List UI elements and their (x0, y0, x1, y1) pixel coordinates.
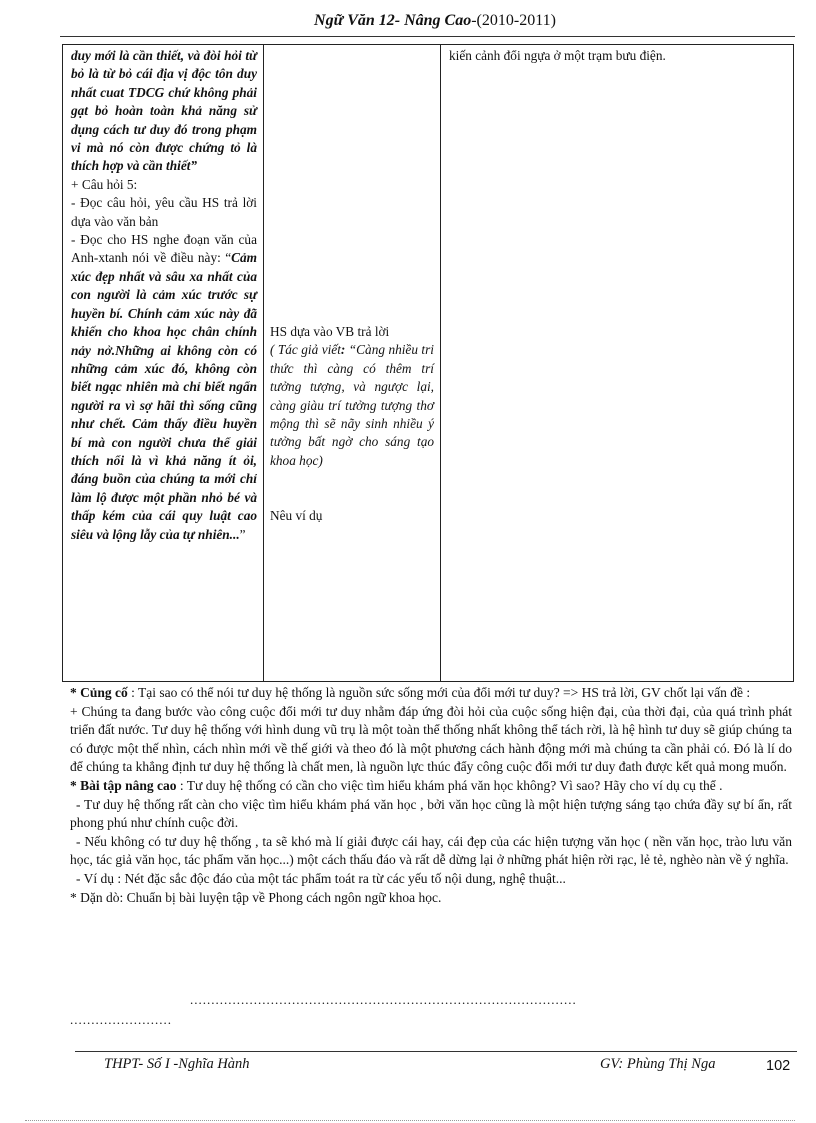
table-row (63, 45, 794, 682)
quote-part-1: Cảm xúc đẹp nhất và sâu xa nhất của con người là cảm xúc trước sự huyền bí. Chính cảm xúc này đã khiến cho khoa học chân chính nảy nở.Những ai không còn có những cảm xúc đó, không còn biết ngạc nhiên mà chỉ biết ngẩn người ra vì sợ hãi thì sống cũng như chết (71, 250, 257, 432)
question-5: + Câu hỏi 5: (71, 176, 138, 192)
conclusion-paragraph: + Chúng ta đang bước vào công cuộc đổi mới tư duy nhằm đáp ứng đòi hỏi của cuộc sống hiện đại, của thời đại, của quá trình phát triển đất nước. Tư duy hệ thống với hình dung vũ trụ là một toàn thể thống nhất không thể tách rời, là hệ hình tư duy sẽ giúp chúng ta có được một thế nhìn, cách nhìn mới về thế giới và theo đó là một phương cách hành động mới mà chúng ta cần phải có. Đó là lí do để chúng ta khẳng định tư duy hệ thống là chất men, là nguồn lực thúc đẩy công cuộc đổi mới tư duy đath được kết quả mong muốn. (70, 703, 792, 775)
content-cell (441, 45, 794, 682)
lesson-summary (70, 684, 792, 907)
lesson-table (62, 44, 794, 682)
footer-teacher: GV: Phùng Thị Nga (600, 1056, 716, 1072)
header-year: -(2010-2011) (471, 12, 556, 29)
exercise-point-3: - Ví dụ : Nét đặc sắc độc đáo của một tác phẩm toát ra từ các yếu tố nội dung, nghệ thuật... (76, 870, 566, 886)
header-divider (60, 36, 795, 37)
dotted-line: ........................................................................................... (190, 992, 577, 1007)
read-paragraph-instruction: - Đọc cho HS nghe đoạn văn của Anh-xtanh nói về điều này: “ (71, 232, 257, 266)
page-number: 102 (766, 1058, 791, 1074)
advanced-exercise-paragraph: * Bài tập nâng cao : Tư duy hệ thống có cần cho việc tìm hiểu khám phá văn học không? Vì sao? Hãy cho ví dụ cụ thể . (70, 777, 723, 793)
footer-divider (75, 1051, 797, 1052)
page-header (75, 12, 795, 30)
teacher-activity-cell (63, 45, 264, 682)
header-title: Ngữ Văn 12- Nâng Cao (314, 12, 472, 29)
dotted-line: ........................ (70, 1012, 172, 1027)
homework-paragraph: * Dặn dò: Chuẩn bị bài luyện tập về Phong cách ngôn ngữ khoa học. (70, 889, 442, 905)
content-text: kiến cảnh đổi ngựa ở một trạm bưu điện. (449, 48, 666, 63)
cell-spacer (270, 470, 434, 507)
quote-ending: duy mới là cần thiết, và đòi hỏi từ bỏ là từ bỏ cái địa vị độc tôn duy nhất cuat TDCG chứ không phải gạt bỏ hoàn toàn khả năng sử dụng cách tư duy đó trong phạm vi mà nó còn được chứng tỏ là thích hợp và cần thiết” (71, 48, 257, 174)
give-example: Nêu ví dụ (270, 508, 323, 524)
quote-close: ” (239, 526, 246, 542)
exercise-point-2: - Nếu không có tư duy hệ thống , ta sẽ khó mà lí giải được cái hay, cái đẹp của các hiện tượng văn học ( nền văn học, trào lưu văn học, tác giả văn học, tác phẩm văn học...) một cách thấu đáo và rất dễ dừng lại ở những phát hiện rời rạc, lẻ tẻ, nghèo nàn về ý nghĩa. (70, 833, 792, 868)
student-activity-cell (264, 45, 441, 682)
read-question-instruction: - Đọc câu hỏi, yêu cầu HS trả lời dựa vào văn bản (71, 195, 257, 229)
student-answer: HS dựa vào VB trả lời (270, 324, 390, 339)
footer-school: THPT- Số I -Nghĩa Hành (104, 1056, 250, 1072)
consolidation-paragraph: * Củng cố : Tại sao có thể nói tư duy hệ thống là nguồn sức sống mới của đổi mới tư duy? => HS trả lời, GV chốt lại vấn đề : (70, 685, 751, 700)
einstein-quote-block (71, 231, 257, 544)
quote-part-2: . Cảm thấy điều huyền bí mà con người chưa thể giải thích nổi là vì khả năng ít ỏi, đáng buồn của chúng ta mới chỉ làm lộ được một phần nhỏ bé và thấp kém của cái quy luật cao siêu và lộng lẫy của tự nhiên... (71, 416, 258, 542)
page-edge (25, 1120, 795, 1121)
exercise-point-1: - Tư duy hệ thống rất càn cho việc tìm hiểu khám phá văn học , bởi văn học cũng là một hiện tượng sáng tạo chứa đầy sự bí ẩn, rất phong phú như chính cuộc đời. (70, 796, 792, 831)
author-quote: ( Tác giả viết: “Càng nhiều tri thức thì càng có thêm trí tưởng tượng, và ngược lại, càng giàu trí tưởng tượng thơ mộng thì sẽ nãy sinh nhiều ý tưởng bất ngờ cho sáng tạo khoa học) (270, 342, 434, 468)
cell-spacer (270, 47, 434, 323)
